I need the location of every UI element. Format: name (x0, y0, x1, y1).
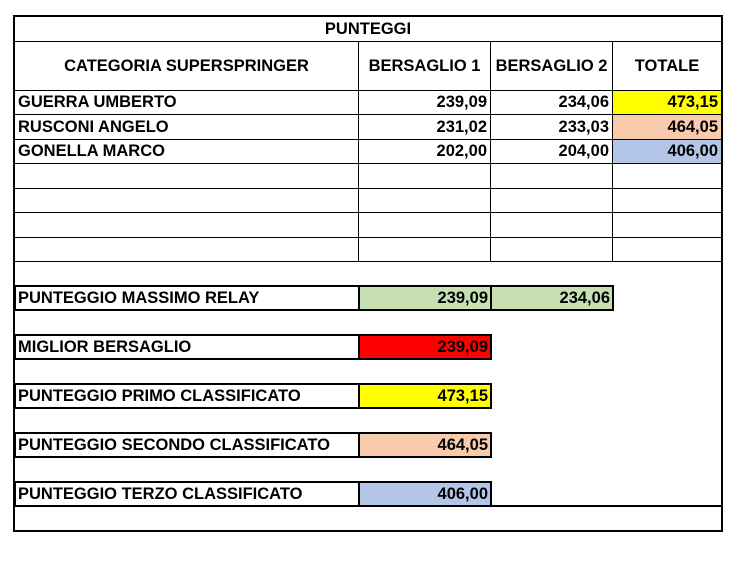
target-1-score: 231,02 (358, 114, 491, 140)
empty-cell (358, 237, 491, 262)
target-2-score: 204,00 (490, 139, 613, 164)
first-place-value: 473,15 (358, 383, 492, 409)
empty-cell (14, 188, 359, 213)
sheet-title: PUNTEGGI (14, 16, 722, 42)
second-place-value: 464,05 (358, 432, 492, 458)
competitor-name: GONELLA MARCO (14, 139, 359, 164)
best-target-value: 239,09 (358, 334, 492, 360)
empty-cell (612, 212, 722, 238)
best-target-label: MIGLIOR BERSAGLIO (14, 334, 360, 360)
target-2-score: 234,06 (490, 90, 613, 115)
empty-cell (358, 188, 491, 213)
third-place-label: PUNTEGGIO TERZO CLASSIFICATO (14, 481, 360, 507)
empty-cell (612, 188, 722, 213)
empty-cell (490, 163, 613, 189)
target-1-score: 239,09 (358, 90, 491, 115)
header-target-2: BERSAGLIO 2 (490, 41, 613, 91)
empty-cell (358, 212, 491, 238)
total-score: 473,15 (612, 90, 722, 115)
total-score: 406,00 (612, 139, 722, 164)
empty-cell (490, 237, 613, 262)
empty-cell (612, 237, 722, 262)
total-score: 464,05 (612, 114, 722, 140)
empty-cell (14, 237, 359, 262)
header-category: CATEGORIA SUPERSPRINGER (14, 41, 359, 91)
empty-cell (14, 163, 359, 189)
second-place-label: PUNTEGGIO SECONDO CLASSIFICATO (14, 432, 360, 458)
empty-cell (490, 188, 613, 213)
header-total: TOTALE (612, 41, 722, 91)
empty-cell (612, 163, 722, 189)
empty-cell (490, 212, 613, 238)
divider (14, 505, 722, 507)
target-1-score: 202,00 (358, 139, 491, 164)
competitor-name: GUERRA UMBERTO (14, 90, 359, 115)
empty-cell (14, 212, 359, 238)
max-relay-target-2: 234,06 (490, 285, 614, 311)
empty-cell (358, 163, 491, 189)
header-target-1: BERSAGLIO 1 (358, 41, 491, 91)
first-place-label: PUNTEGGIO PRIMO CLASSIFICATO (14, 383, 360, 409)
max-relay-label: PUNTEGGIO MASSIMO RELAY (14, 285, 360, 311)
target-2-score: 233,03 (490, 114, 613, 140)
max-relay-target-1: 239,09 (358, 285, 492, 311)
third-place-value: 406,00 (358, 481, 492, 507)
competitor-name: RUSCONI ANGELO (14, 114, 359, 140)
